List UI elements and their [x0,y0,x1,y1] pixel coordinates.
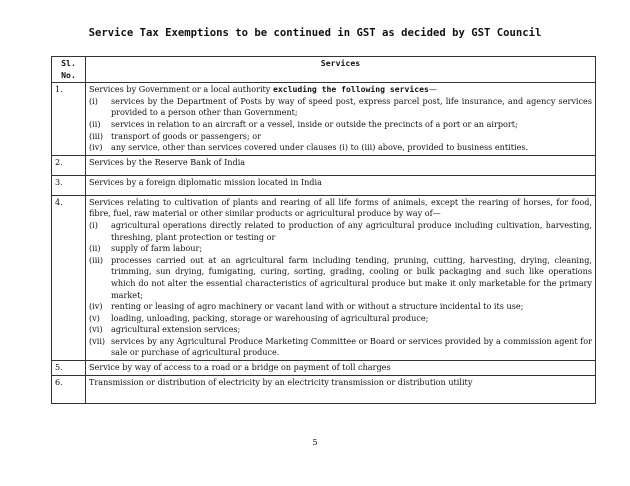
intro-text: Services by Government or a local authority [89,84,273,95]
item-text: services by the Department of Posts by way of speed post, express parcel post, life insurance, and agency services provided to a person other than Government; [111,95,592,118]
row-services: Transmission or distribution of electricity by an electricity transmission or distribution utility [86,375,596,403]
table-header-row [52,57,596,83]
sl-no-header: Sl. No. [52,57,86,83]
item-text: any service, other than services covered under clauses (i) to (iii) above, provided to business entities. [111,142,529,153]
services-header: Services [86,57,596,83]
item-text: agricultural operations directly related to production of any agricultural produce including cultivation, harvesting, threshing, plant protection or testing or [111,219,592,242]
item-marker: (i) [89,219,98,230]
document-title: Service Tax Exemptions to be continued in GST as decided by GST Council [88,27,542,39]
item-marker: (iii) [89,254,104,265]
table-row [52,195,596,360]
row-number: 4. [52,195,86,360]
table-row [52,155,596,175]
intro-bold-text: excluding the following services [272,84,429,95]
list-item [89,243,592,255]
list-item [89,301,592,313]
table-row [52,83,596,156]
row-intro: Services relating to cultivation of plants and rearing of all life forms of animals, except the rearing of horses, for food, fibre, fuel, raw material or other similar products or agricultural produce by way of— [89,196,592,219]
list-item [89,96,592,119]
row-services: Services by a foreign diplomatic mission located in India [86,175,596,195]
table-row [52,361,596,376]
item-text: renting or leasing of agro machinery or vacant land with or without a structure incidental to its use; [111,301,524,312]
item-marker: (iv) [89,301,103,312]
item-marker: (vii) [89,335,106,346]
list-item [89,313,592,325]
list-item [89,255,592,301]
intro-tail: — [428,84,437,95]
page-number: 5 [312,438,318,448]
item-text: loading, unloading, packing, storage or warehousing of agricultural produce; [111,312,429,323]
list-item [89,324,592,336]
list-item [89,220,592,243]
table-row [52,375,596,403]
row-number: 6. [52,375,86,403]
item-marker: (ii) [89,118,101,129]
row-number: 3. [52,175,86,195]
row-number: 2. [52,155,86,175]
list-item [89,142,592,154]
item-text: transport of goods or passengers; or [111,130,262,141]
list-item [89,336,592,359]
item-text: agricultural extension services; [111,324,241,335]
item-marker: (ii) [89,243,101,254]
row-number: 1. [52,83,86,156]
item-marker: (i) [89,95,98,106]
row-services [86,83,596,156]
row-intro [89,84,592,96]
row-services [86,195,596,360]
list-item [89,131,592,143]
row-services: Services by the Reserve Bank of India [86,155,596,175]
item-marker: (v) [89,312,100,323]
item-marker: (iv) [89,142,103,153]
item-text: supply of farm labour; [111,243,203,254]
item-text: services by any Agricultural Produce Marketing Committee or Board or services provided by a commission agent for sale or purchase of agricultural produce. [111,335,592,358]
item-text: processes carried out at an agricultural farm including tending, pruning, cutting, harvesting, drying, cleaning, trimming, sun drying, fumigating, curing, sorting, grading, cooling or bulk packaging and such like operations which do not alter the essential characteristics of agricultural produce but make it only marketable for the primary market; [111,254,592,300]
item-text: services in relation to an aircraft or a vessel, inside or outside the precincts of a port or an airport; [111,118,518,129]
table-row [52,175,596,195]
row-number: 5. [52,361,86,376]
item-marker: (vi) [89,324,103,335]
exemptions-table [51,56,596,404]
list-item [89,119,592,131]
row-services: Service by way of access to a road or a bridge on payment of toll charges [86,361,596,376]
item-marker: (iii) [89,130,104,141]
